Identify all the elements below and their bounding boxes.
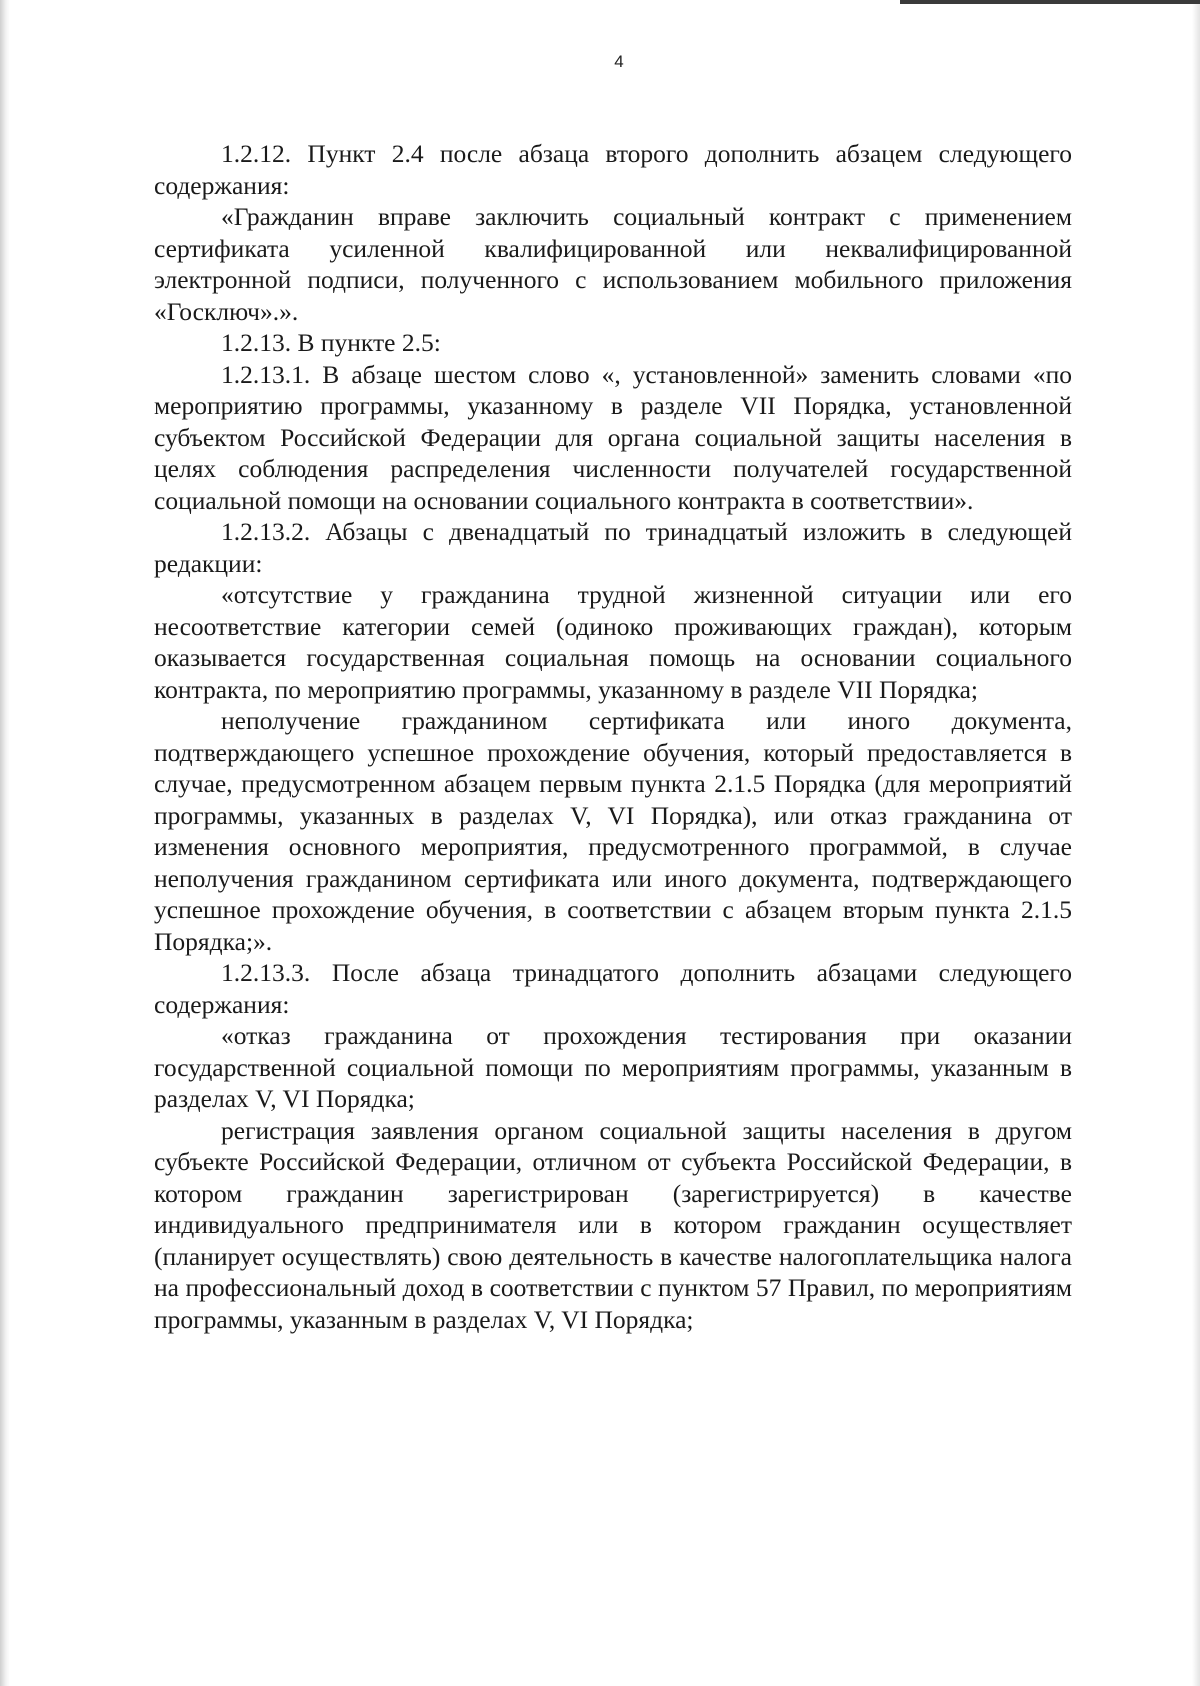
- paragraph-non-receipt-certificate: неполучение гражданином сертификата или иного документа, подтверждающего успешное прохождение обучения, который предоставляется в случае, предусмотренном абзацем первым пункта 2.1.5 Порядка (для мероприятий программы, указанных в разделах V, VI Порядка), или отказ гражданина от изменения основного мероприятия, предусмотренного программой, в случае неполучения гражданином сертификата или иного документа, подтверждающего успешное прохождение обучения, в соответствии с абзацем вторым пункта 2.1.5 Порядка;».: [154, 706, 1072, 956]
- paragraph-registration-other-region: регистрация заявления органом социальной защиты населения в другом субъекте Российской Федерации, отличном от субъекта Российской Федерации, в котором гражданин зарегистрирован (зарегистрируется) в качестве индивидуального предпринимателя или в котором гражданин осуществляет (планирует осуществлять) свою деятельность в качестве налогоплательщика налога на профессиональный доход в соответствии с пунктом 57 Правил, по мероприятиям программы, указанным в разделах V, VI Порядка;: [154, 1115, 1072, 1334]
- scan-edge-right: [1192, 0, 1200, 1686]
- scan-edge-left: [0, 0, 10, 1686]
- paragraph-1-2-13-2: 1.2.13.2. Абзацы с двенадцатый по тринадцатый изложить в следующей редакции:: [154, 517, 1072, 578]
- paragraph-1-2-13-1: 1.2.13.1. В абзаце шестом слово «, установленной» заменить словами «по мероприятию программы, указанному в разделе VII Порядка, установленной субъектом Российской Федерации для органа социальной защиты населения в целях соблюдения распределения численности получателей государственной социальной помощи на основании социального контракта в соответствии».: [154, 359, 1072, 515]
- paragraph-absence-of-situation: «отсутствие у гражданина трудной жизненной ситуации или его несоответствие категории семей (одиноко проживающих граждан), которым оказывается государственная социальная помощь на основании социального контракта, по мероприятию программы, указанному в разделе VII Порядка;: [154, 580, 1072, 704]
- paragraph-1-2-13: 1.2.13. В пункте 2.5:: [221, 328, 441, 357]
- scan-top-line: [900, 0, 1200, 4]
- page-number: 4: [614, 52, 624, 71]
- paragraph-1-2-13-3: 1.2.13.3. После абзаца тринадцатого дополнить абзацами следующего содержания:: [154, 958, 1072, 1019]
- paragraph-refusal-testing: «отказ гражданина от прохождения тестирования при оказании государственной социальной помощи по мероприятиям программы, указанным в разделах V, VI Порядка;: [154, 1021, 1072, 1113]
- paragraph-1-2-12: 1.2.12. Пункт 2.4 после абзаца второго дополнить абзацем следующего содержания:: [154, 139, 1072, 200]
- document-body: [154, 138, 1072, 1335]
- paragraph-gosklyuch-quote: «Гражданин вправе заключить социальный контракт с применением сертификата усиленной квалифицированной или неквалифицированной электронной подписи, полученного с использованием мобильного приложения «Госключ».».: [154, 202, 1072, 326]
